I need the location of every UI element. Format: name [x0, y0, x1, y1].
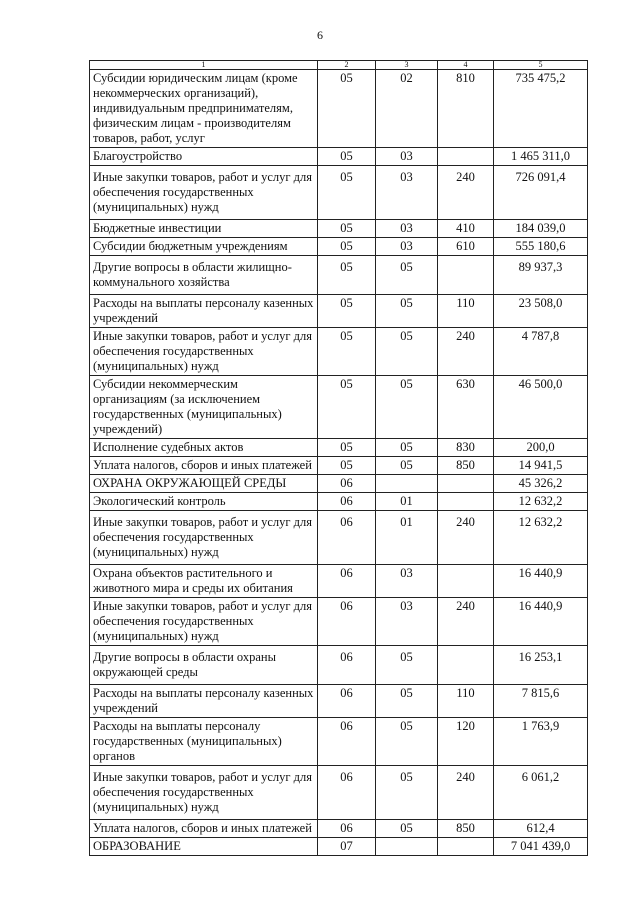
row-section-cell: 05 [318, 256, 376, 295]
row-subsection-cell: 03 [376, 166, 438, 220]
row-expense-type-cell: 120 [438, 718, 494, 766]
row-expense-type-cell: 240 [438, 328, 494, 376]
row-amount-cell: 612,4 [494, 820, 588, 838]
row-subsection-cell: 03 [376, 565, 438, 598]
table-row [90, 457, 588, 475]
row-subsection-cell: 05 [376, 256, 438, 295]
row-section-cell: 06 [318, 766, 376, 820]
row-name-cell: Экологический контроль [90, 493, 318, 511]
row-expense-type-cell: 110 [438, 685, 494, 718]
row-name-cell: ОБРАЗОВАНИЕ [90, 838, 318, 856]
row-amount-cell: 89 937,3 [494, 256, 588, 295]
row-section-cell: 05 [318, 166, 376, 220]
row-amount-cell: 12 632,2 [494, 511, 588, 565]
row-amount-cell: 184 039,0 [494, 220, 588, 238]
row-section-cell: 05 [318, 70, 376, 148]
row-expense-type-cell: 610 [438, 238, 494, 256]
row-subsection-cell: 05 [376, 439, 438, 457]
row-name-cell: Иные закупки товаров, работ и услуг для обеспечения государственных (муниципальных) нужд [90, 166, 318, 220]
row-name-cell: Охрана объектов растительного и животного мира и среды их обитания [90, 565, 318, 598]
row-subsection-cell: 05 [376, 295, 438, 328]
row-section-cell: 07 [318, 838, 376, 856]
row-name-cell: Исполнение судебных актов [90, 439, 318, 457]
table-row [90, 439, 588, 457]
row-section-cell: 05 [318, 457, 376, 475]
row-name-cell: Расходы на выплаты персоналу казенных учреждений [90, 685, 318, 718]
row-subsection-cell: 05 [376, 457, 438, 475]
row-amount-cell: 735 475,2 [494, 70, 588, 148]
row-amount-cell: 726 091,4 [494, 166, 588, 220]
row-expense-type-cell [438, 475, 494, 493]
row-expense-type-cell [438, 646, 494, 685]
header-col-5: 5 [494, 61, 588, 70]
table-row [90, 295, 588, 328]
row-amount-cell: 14 941,5 [494, 457, 588, 475]
row-section-cell: 05 [318, 238, 376, 256]
table-row [90, 166, 588, 220]
row-amount-cell: 16 440,9 [494, 598, 588, 646]
row-section-cell: 06 [318, 511, 376, 565]
row-expense-type-cell: 850 [438, 820, 494, 838]
row-expense-type-cell [438, 565, 494, 598]
row-amount-cell: 200,0 [494, 439, 588, 457]
row-amount-cell: 12 632,2 [494, 493, 588, 511]
row-name-cell: Иные закупки товаров, работ и услуг для обеспечения государственных (муниципальных) нужд [90, 511, 318, 565]
row-subsection-cell [376, 475, 438, 493]
table-row [90, 376, 588, 439]
row-subsection-cell: 05 [376, 766, 438, 820]
row-name-cell: Другие вопросы в области охраны окружающей среды [90, 646, 318, 685]
table-row [90, 820, 588, 838]
row-amount-cell: 7 815,6 [494, 685, 588, 718]
table-row [90, 766, 588, 820]
row-expense-type-cell: 240 [438, 598, 494, 646]
row-amount-cell: 555 180,6 [494, 238, 588, 256]
row-expense-type-cell: 830 [438, 439, 494, 457]
row-subsection-cell: 03 [376, 598, 438, 646]
row-subsection-cell: 03 [376, 220, 438, 238]
table-row [90, 256, 588, 295]
row-section-cell: 06 [318, 646, 376, 685]
table-row [90, 238, 588, 256]
row-section-cell: 06 [318, 685, 376, 718]
table-row [90, 685, 588, 718]
row-subsection-cell: 05 [376, 820, 438, 838]
table-row [90, 475, 588, 493]
table-row [90, 493, 588, 511]
row-name-cell: Другие вопросы в области жилищно-коммунального хозяйства [90, 256, 318, 295]
row-subsection-cell: 03 [376, 148, 438, 166]
table-row [90, 70, 588, 148]
row-section-cell: 06 [318, 820, 376, 838]
row-expense-type-cell: 630 [438, 376, 494, 439]
row-expense-type-cell [438, 838, 494, 856]
row-section-cell: 05 [318, 148, 376, 166]
row-amount-cell: 6 061,2 [494, 766, 588, 820]
row-name-cell: Субсидии юридическим лицам (кроме некоммерческих организаций), индивидуальным предпринимателям, физическим лицам - производителям товаров, работ, услуг [90, 70, 318, 148]
table-row [90, 220, 588, 238]
row-expense-type-cell [438, 256, 494, 295]
table-row [90, 148, 588, 166]
row-section-cell: 05 [318, 220, 376, 238]
table-row [90, 838, 588, 856]
table-body [90, 70, 588, 856]
row-subsection-cell [376, 838, 438, 856]
row-subsection-cell: 01 [376, 493, 438, 511]
header-col-4: 4 [438, 61, 494, 70]
row-name-cell: Уплата налогов, сборов и иных платежей [90, 457, 318, 475]
budget-table [89, 60, 588, 856]
row-amount-cell: 46 500,0 [494, 376, 588, 439]
row-amount-cell: 45 326,2 [494, 475, 588, 493]
row-subsection-cell: 01 [376, 511, 438, 565]
row-section-cell: 05 [318, 376, 376, 439]
row-expense-type-cell: 410 [438, 220, 494, 238]
row-name-cell: Благоустройство [90, 148, 318, 166]
row-section-cell: 05 [318, 295, 376, 328]
table-row [90, 328, 588, 376]
row-amount-cell: 1 763,9 [494, 718, 588, 766]
row-section-cell: 06 [318, 493, 376, 511]
row-name-cell: Иные закупки товаров, работ и услуг для обеспечения государственных (муниципальных) нужд [90, 766, 318, 820]
row-expense-type-cell: 240 [438, 511, 494, 565]
row-expense-type-cell [438, 148, 494, 166]
row-section-cell: 06 [318, 718, 376, 766]
row-expense-type-cell: 810 [438, 70, 494, 148]
row-amount-cell: 4 787,8 [494, 328, 588, 376]
header-col-2: 2 [318, 61, 376, 70]
row-amount-cell: 7 041 439,0 [494, 838, 588, 856]
row-name-cell: Расходы на выплаты персоналу государственных (муниципальных) органов [90, 718, 318, 766]
table-row [90, 598, 588, 646]
row-amount-cell: 16 253,1 [494, 646, 588, 685]
row-expense-type-cell: 850 [438, 457, 494, 475]
row-expense-type-cell: 240 [438, 766, 494, 820]
row-subsection-cell: 05 [376, 646, 438, 685]
row-name-cell: Бюджетные инвестиции [90, 220, 318, 238]
row-subsection-cell: 03 [376, 238, 438, 256]
page-number: 6 [317, 28, 323, 42]
table-row [90, 646, 588, 685]
row-amount-cell: 23 508,0 [494, 295, 588, 328]
row-name-cell: Уплата налогов, сборов и иных платежей [90, 820, 318, 838]
row-expense-type-cell [438, 493, 494, 511]
table-row [90, 718, 588, 766]
header-col-3: 3 [376, 61, 438, 70]
row-amount-cell: 1 465 311,0 [494, 148, 588, 166]
row-name-cell: Иные закупки товаров, работ и услуг для обеспечения государственных (муниципальных) нужд [90, 598, 318, 646]
row-section-cell: 05 [318, 439, 376, 457]
row-subsection-cell: 05 [376, 376, 438, 439]
row-name-cell: ОХРАНА ОКРУЖАЮЩЕЙ СРЕДЫ [90, 475, 318, 493]
row-section-cell: 06 [318, 598, 376, 646]
row-expense-type-cell: 240 [438, 166, 494, 220]
row-expense-type-cell: 110 [438, 295, 494, 328]
row-subsection-cell: 02 [376, 70, 438, 148]
row-name-cell: Расходы на выплаты персоналу казенных учреждений [90, 295, 318, 328]
table-row [90, 511, 588, 565]
row-subsection-cell: 05 [376, 328, 438, 376]
row-section-cell: 05 [318, 328, 376, 376]
table-header-row [90, 61, 588, 70]
row-name-cell: Иные закупки товаров, работ и услуг для обеспечения государственных (муниципальных) нужд [90, 328, 318, 376]
row-name-cell: Субсидии некоммерческим организациям (за исключением государственных (муниципальных) учреждений) [90, 376, 318, 439]
row-subsection-cell: 05 [376, 685, 438, 718]
row-amount-cell: 16 440,9 [494, 565, 588, 598]
row-subsection-cell: 05 [376, 718, 438, 766]
row-section-cell: 06 [318, 565, 376, 598]
row-name-cell: Субсидии бюджетным учреждениям [90, 238, 318, 256]
row-section-cell: 06 [318, 475, 376, 493]
table-row [90, 565, 588, 598]
header-col-1: 1 [90, 61, 318, 70]
